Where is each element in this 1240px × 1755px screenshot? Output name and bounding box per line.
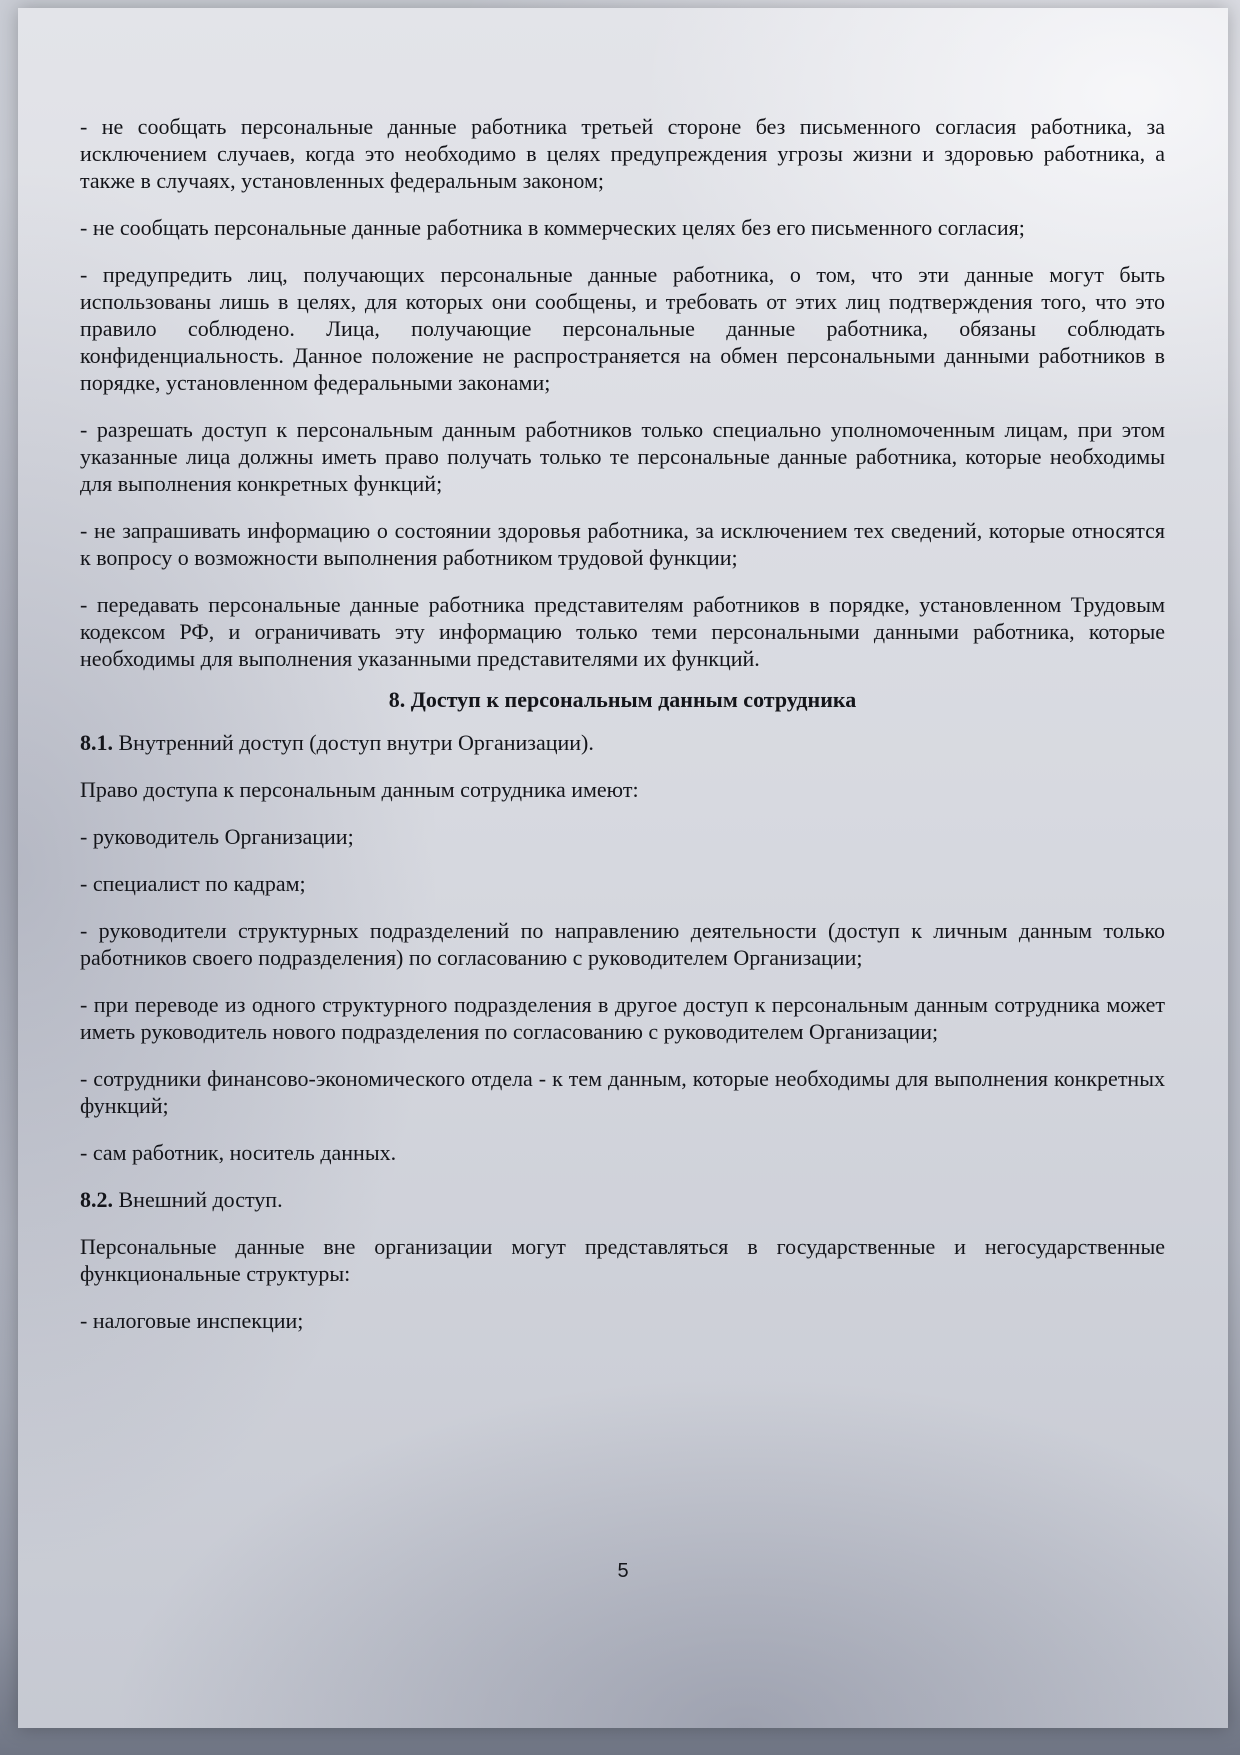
page-number: 5 — [617, 1560, 629, 1582]
list-item: - при переводе из одного структурного подразделения в другое доступ к персональным данным сотрудника может иметь руководитель нового подразделения по согласованию с руководителем Организации; — [80, 992, 1165, 1044]
list-item: - передавать персональные данные работника представителям работников в порядке, установленном Трудовым кодексом РФ, и ограничивать эту информацию только теми персональными данными работника, которые необходимы для выполнения указанными представителями их функций. — [80, 592, 1165, 671]
subsection-title: Внешний доступ. — [113, 1187, 283, 1212]
list-item: - не запрашивать информацию о состоянии здоровья работника, за исключением тех сведений, которые относятся к вопросу о возможности выполнения работником трудовой функции; — [80, 518, 1165, 570]
list-item: - сотрудники финансово-экономического отдела - к тем данным, которые необходимы для выполнения конкретных функций; — [80, 1066, 1165, 1118]
subsection-title: Внутренний доступ (доступ внутри Организации). — [113, 730, 594, 755]
paragraph: Право доступа к персональным данным сотрудника имеют: — [80, 777, 639, 802]
subsection-number: 8.1. — [80, 730, 113, 755]
list-item: - специалист по кадрам; — [80, 871, 306, 896]
subsection-8-1 — [80, 729, 1165, 756]
list-item: - не сообщать персональные данные работника третьей стороне без письменного согласия работника, за исключением случаев, когда это необходимо в целях предупреждения угрозы жизни и здоровью работника, а также в случаях, установленных федеральным законом; — [80, 114, 1165, 193]
document-page — [18, 8, 1228, 1728]
list-item: - налоговые инспекции; — [80, 1308, 304, 1333]
subsection-8-2 — [80, 1186, 1165, 1213]
list-item: - разрешать доступ к персональным данным работников только специально уполномоченным лицам, при этом указанные лица должны иметь право получать только те персональные данные работника, которые необходимы для выполнения конкретных функций; — [80, 417, 1165, 496]
list-item: - не сообщать персональные данные работника в коммерческих целях без его письменного согласия; — [80, 215, 1025, 240]
list-item: - предупредить лиц, получающих персональные данные работника, о том, что эти данные могут быть использованы лишь в целях, для которых они сообщены, и требовать от этих лиц подтверждения того, что это правило соблюдено. Лица, получающие персональные данные работника, обязаны соблюдать конфиденциальность. Данное положение не распространяется на обмен персональными данными работников в порядке, установленном федеральными законами; — [80, 262, 1165, 395]
subsection-number: 8.2. — [80, 1187, 113, 1212]
list-item: - руководители структурных подразделений по направлению деятельности (доступ к личным данным только работников своего подразделения) по согласованию с руководителем Организации; — [80, 918, 1165, 970]
paragraph: Персональные данные вне организации могут представляться в государственные и негосударственные функциональные структуры: — [80, 1234, 1165, 1286]
page-body — [80, 113, 1165, 1354]
list-item: - руководитель Организации; — [80, 824, 354, 849]
list-item: - сам работник, носитель данных. — [80, 1140, 397, 1165]
section-heading: 8. Доступ к персональным данным сотрудника — [388, 687, 857, 712]
